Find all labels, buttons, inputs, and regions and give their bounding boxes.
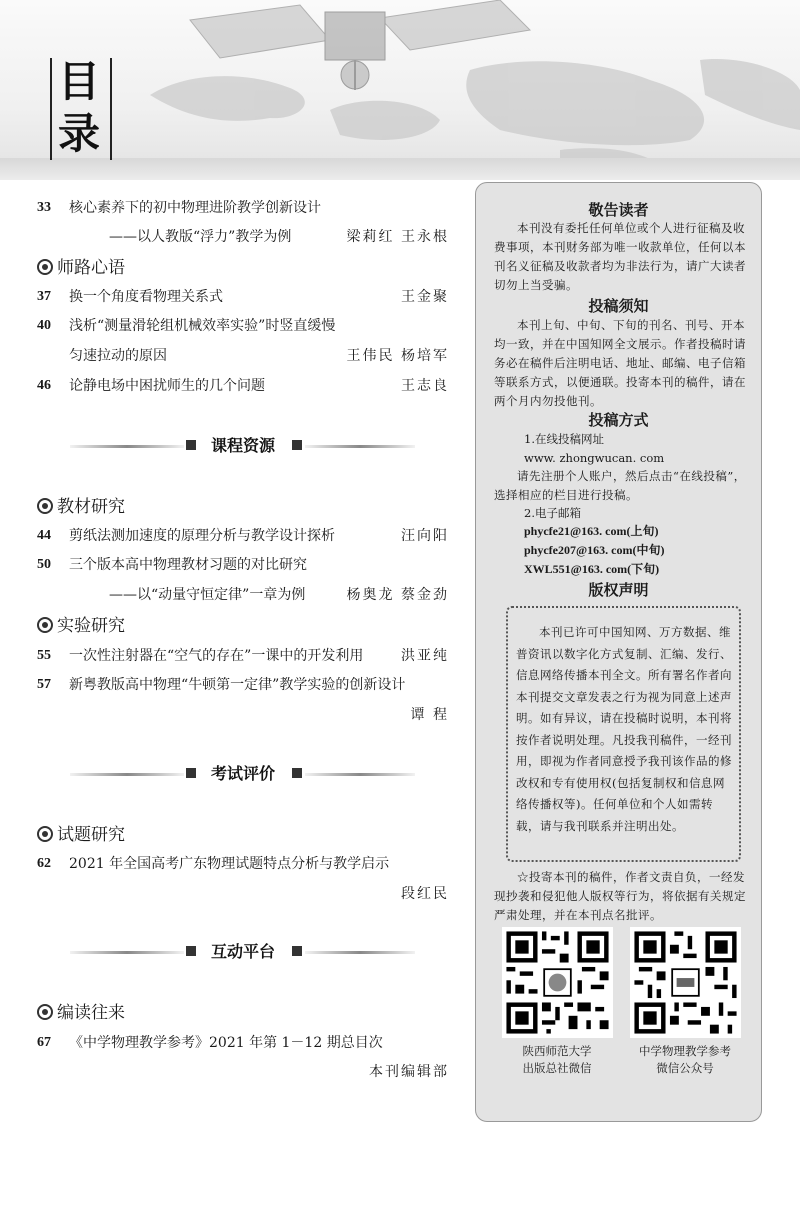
section-label: 教材研究 (57, 497, 125, 517)
article-title-continued: 匀速拉动的原因 (69, 348, 167, 364)
article-authors: 段红民 (401, 886, 449, 902)
qr-caption: 中学物理教学参考 微信公众号 (639, 1044, 731, 1075)
article-title: 2021 年全国高考广东物理试题特点分析与教学启示 (69, 856, 390, 872)
article-subtitle: ——以“动量守恒定律”一章为例 (109, 587, 306, 603)
toc-entry-55[interactable] (37, 645, 449, 667)
section-heading (37, 1001, 125, 1025)
toc-entry-46[interactable] (37, 375, 449, 397)
title-left-rule (50, 58, 52, 160)
banner-square-left (186, 946, 196, 956)
title-char-2: 录 (58, 109, 101, 158)
notice-text: 本刊没有委托任何单位或个人进行征稿及收费事项，本刊财务部为唯一收款单位，任何以本刊名义征稿及收款者均为非法行为，请广大读者切勿上当受骗。 (494, 221, 746, 292)
toc-entry-50-subtitle-row (37, 584, 449, 606)
page-header (0, 0, 800, 180)
banner-square-right (292, 768, 302, 778)
world-map-satellite-illustration (0, 0, 800, 180)
section-heading (37, 256, 125, 280)
toc-entry-57[interactable] (37, 674, 449, 696)
toc-entry-67[interactable] (37, 1032, 449, 1054)
title-char-1: 目 (58, 57, 101, 106)
toc-entry-33[interactable] (37, 197, 449, 219)
banner-label: 课程资源 (210, 436, 275, 455)
article-authors: 王伟民 杨培军 (346, 348, 449, 364)
bullet-circle-icon (37, 259, 53, 275)
copyright-title: 版权声明 (588, 581, 649, 599)
online-url[interactable]: www. zhongwucan. com (524, 451, 665, 465)
article-authors: 王金聚 (401, 289, 449, 305)
qr-code-icon[interactable] (502, 927, 613, 1038)
section-label: 试题研究 (57, 825, 125, 845)
article-title: 三个版本高中物理教材习题的对比研究 (69, 557, 307, 573)
bullet-circle-icon (37, 1004, 53, 1020)
banner-square-left (186, 768, 196, 778)
page-number: 50 (37, 557, 51, 572)
page-number: 55 (37, 648, 51, 663)
toc-entry-67-authors-row (37, 1061, 449, 1083)
article-title: 一次性注射器在“空气的存在”一课中的开发利用 (69, 648, 364, 664)
page-number: 44 (37, 528, 51, 543)
warning-text: ☆投寄本刊的稿件，作者文责自负，一经发现抄袭和侵犯他人版权等行为，将依据有关规定严肃处理，并在本刊点名批评。 (494, 870, 746, 922)
email-label: 2.电子邮箱 (524, 506, 581, 520)
article-subtitle: ——以人教版“浮力”教学为例 (109, 229, 292, 245)
toc-entry-57-authors-row (37, 704, 449, 726)
article-title: 《中学物理教学参考》2021 年第 1－12 期总目次 (69, 1035, 383, 1051)
banner-line-left (70, 445, 184, 448)
toc-entry-62[interactable] (37, 853, 449, 875)
article-title: 论静电场中困扰师生的几个问题 (69, 378, 265, 394)
article-title: 新粤教版高中物理“牛顿第一定律”教学实验的创新设计 (69, 677, 406, 693)
online-hint: 请先注册个人账户，然后点击“在线投稿”，选择相应的栏目进行投稿。 (494, 469, 746, 502)
page-number: 37 (37, 289, 51, 304)
banner-label: 互动平台 (210, 942, 275, 961)
bullet-circle-icon (37, 617, 53, 633)
email-address[interactable]: phycfe207@163. com(中旬) (524, 543, 665, 557)
section-label: 编读往来 (57, 1003, 125, 1023)
qr-caption: 陕西师范大学 出版总社微信 (522, 1044, 592, 1075)
section-heading (37, 614, 125, 638)
article-authors: 洪亚纯 (401, 648, 449, 664)
article-authors: 谭 程 (410, 707, 449, 723)
page-number: 46 (37, 378, 51, 393)
article-title: 浅析“测量滑轮组机械效率实验”时竖直缓慢 (69, 318, 336, 334)
article-authors: 杨奥龙 蔡金劲 (346, 587, 449, 603)
submit-text: 本刊上旬、中旬、下旬的刊名、刊号、开本均一致，并在中国知网全文展示。作者投稿时请务必在稿件后注明电话、地址、邮编、电子信箱等联系方式，以便通联。投寄本刊的稿件，请在两个月内勿投他刊。 (494, 318, 746, 408)
online-label: 1.在线投稿网址 (524, 432, 604, 446)
toc-entry-40[interactable] (37, 315, 449, 337)
toc-entry-37[interactable] (37, 286, 449, 308)
qr-code-icon[interactable] (630, 927, 741, 1038)
toc-entry-44[interactable] (37, 525, 449, 547)
page-number: 33 (37, 200, 51, 215)
article-title: 剪纸法测加速度的原理分析与教学设计探析 (69, 528, 335, 544)
title-right-rule (110, 58, 112, 160)
notice-sidebar (475, 182, 762, 1122)
page-number: 57 (37, 677, 51, 692)
article-authors: 梁莉红 王永根 (346, 229, 449, 245)
bullet-circle-icon (37, 498, 53, 514)
banner-line-left (70, 951, 184, 954)
article-authors: 本刊编辑部 (369, 1064, 449, 1080)
banner-label: 考试评价 (210, 764, 275, 783)
notice-title: 敬告读者 (588, 201, 649, 219)
page-number: 62 (37, 856, 51, 871)
article-authors: 王志良 (401, 378, 449, 394)
banner-course-resources (70, 434, 415, 458)
toc-entry-62-authors-row (37, 883, 449, 905)
banner-exam-evaluation (70, 762, 415, 786)
banner-line-right (305, 951, 415, 954)
bullet-circle-icon (37, 826, 53, 842)
page-number: 67 (37, 1035, 51, 1050)
banner-square-left (186, 440, 196, 450)
section-heading (37, 495, 125, 519)
page-number: 40 (37, 318, 51, 333)
header-band (0, 158, 800, 180)
copyright-text: 本刊已许可中国知网、万方数据、维普资讯以数字化方式复制、汇编、发行、信息网络传播本刊全文。所有署名作者向本刊提交文章发表之行为视为同意上述声明。如有异议，请在投稿时说明，本刊将按作者说明处理。凡投我刊稿件，一经刊用，即视为作者同意授予我刊该作品的修改权和专有使用权(包括复制权和信息网络传播权等)。任何单位和个人如需转载，请与我刊联系并注明出处。 (516, 625, 732, 833)
section-heading (37, 823, 125, 847)
email-address[interactable]: phycfe21@163. com(上旬) (524, 524, 659, 538)
toc-entry-33-subtitle-row (37, 226, 449, 248)
email-address[interactable]: XWL551@163. com(下旬) (524, 562, 660, 576)
toc-entry-40-line2 (37, 345, 449, 367)
article-authors: 汪向阳 (401, 528, 449, 544)
banner-line-right (305, 445, 415, 448)
banner-line-right (305, 773, 415, 776)
section-label: 实验研究 (57, 616, 125, 636)
banner-line-left (70, 773, 184, 776)
toc-entry-50[interactable] (37, 554, 449, 576)
copyright-box (506, 606, 741, 862)
banner-square-right (292, 946, 302, 956)
article-title: 核心素养下的初中物理进阶教学创新设计 (69, 200, 321, 216)
section-label: 师路心语 (57, 258, 125, 278)
article-title: 换一个角度看物理关系式 (69, 289, 223, 305)
banner-interaction-platform (70, 940, 415, 964)
banner-square-right (292, 440, 302, 450)
submit-title: 投稿须知 (588, 297, 649, 315)
method-title: 投稿方式 (588, 411, 649, 429)
